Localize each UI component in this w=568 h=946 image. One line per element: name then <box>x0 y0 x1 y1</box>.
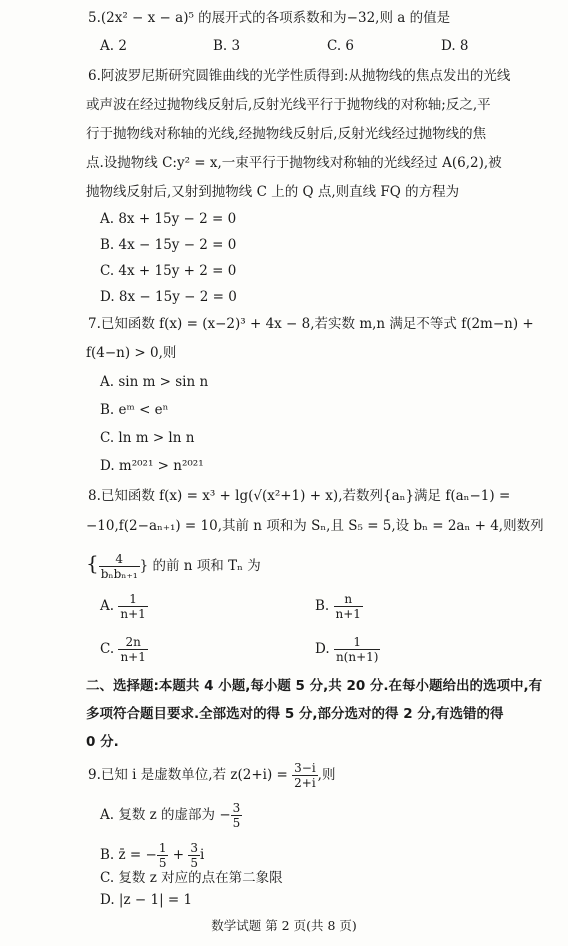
q8-option-d-letter: D. <box>315 641 330 657</box>
q9-option-b-den-1: 5 <box>158 856 167 870</box>
q8-option-d-fraction <box>334 635 381 664</box>
q9-option-b-num-1: 1 <box>158 841 167 855</box>
q6-line-2: 或声波在经过抛物线反射后,反射光线平行于抛物线的对称轴;反之,平 <box>86 97 491 113</box>
q6-option-d: D. 8x − 15y − 2 = 0 <box>100 289 237 305</box>
q9-stem <box>88 758 335 792</box>
q8-brace-open: { <box>86 551 99 575</box>
page-footer: 数学试题 第 2 页(共 8 页) <box>211 918 357 933</box>
q8-sequence-line <box>86 546 261 583</box>
q6-line-3: 行于抛物线对称轴的光线,经抛物线反射后,反射光线经过抛物线的焦 <box>86 126 487 142</box>
q8-option-b-letter: B. <box>315 598 330 614</box>
q7-option-a: A. sin m > sin n <box>100 374 209 390</box>
q8-option-b-den: n+1 <box>335 607 361 621</box>
q9-stem-den: 2+i <box>294 776 316 790</box>
q9-option-b-fraction-1 <box>157 841 169 870</box>
q9-option-a-text: A. 复数 z 的虚部为 − <box>100 807 231 823</box>
q8-option-c <box>100 631 148 667</box>
q8-line-2: −10,f(2−aₙ₊₁) = 10,其前 n 项和为 Sₙ,且 S₅ = 5,设 bₙ = 2aₙ + 4,则数列 <box>86 518 544 534</box>
q8-sequence-fraction <box>99 552 140 581</box>
q8-fraction-denominator: bₙbₙ₊₁ <box>100 567 138 581</box>
q8-option-b-num: n <box>334 592 363 607</box>
q5-option-b: B. 3 <box>213 38 241 54</box>
q6-line-4: 点.设抛物线 C:y² = x,一束平行于抛物线对称轴的光线经过 A(6,2),被 <box>86 155 502 171</box>
q8-fraction-numerator: 4 <box>99 552 140 567</box>
q6-option-a: A. 8x + 15y − 2 = 0 <box>100 211 237 227</box>
q8-option-c-den: n+1 <box>120 650 146 664</box>
q9-option-b-fraction-2 <box>188 841 200 870</box>
q7-option-d: D. m²⁰²¹ > n²⁰²¹ <box>100 458 204 474</box>
q8-option-d <box>315 631 380 667</box>
q8-option-c-letter: C. <box>100 641 115 657</box>
q9-option-a-fraction <box>231 801 243 830</box>
q9-option-b-den-2: 5 <box>190 856 199 870</box>
q6-option-c: C. 4x + 15y + 2 = 0 <box>100 263 237 279</box>
q9-option-d: D. |z − 1| = 1 <box>100 892 193 908</box>
q8-sequence-tail: } 的前 n 项和 Tₙ 为 <box>139 558 261 574</box>
q9-option-b-plus: + <box>168 847 189 863</box>
q5-option-a: A. 2 <box>100 38 127 54</box>
q5-option-c: C. 6 <box>327 38 355 54</box>
q9-option-a-num: 3 <box>232 801 241 815</box>
q8-line-1: 8.已知函数 f(x) = x³ + lg(√(x²+1) + x),若数列{aₙ}满足 f(aₙ−1) = <box>88 488 511 504</box>
q6-line-5: 抛物线反射后,又射到抛物线 C 上的 Q 点,则直线 FQ 的方程为 <box>86 184 460 200</box>
q6-line-1: 6.阿波罗尼斯研究圆锥曲线的光学性质得到:从抛物线的焦点发出的光线 <box>88 68 511 84</box>
section2-line-2: 多项符合题目要求.全部选对的得 5 分,部分选对的得 2 分,有选错的得 <box>86 706 504 722</box>
q9-option-b-i: i <box>200 847 205 863</box>
q9-stem-tail: ,则 <box>317 767 336 783</box>
q9-option-b-num-2: 3 <box>190 841 199 855</box>
q9-option-b <box>100 838 204 872</box>
q5-option-d: D. 8 <box>441 38 469 54</box>
q8-option-a-fraction <box>118 592 147 621</box>
section2-line-1: 二、选择题:本题共 4 小题,每小题 5 分,共 20 分.在每小题给出的选项中,有 <box>86 678 543 694</box>
q8-option-b-fraction <box>334 592 363 621</box>
q9-option-b-text: B. z̄ = − <box>100 847 157 863</box>
q8-option-c-fraction <box>118 635 147 664</box>
q9-stem-text: 9.已知 i 是虚数单位,若 z(2+i) = <box>88 767 288 783</box>
q8-option-c-num: 2n <box>118 635 147 650</box>
q5-stem: 5.(2x² − x − a)⁵ 的展开式的各项系数和为−32,则 a 的值是 <box>88 10 451 26</box>
q9-option-a <box>100 798 242 832</box>
q8-option-a <box>100 588 148 624</box>
q6-option-b: B. 4x − 15y − 2 = 0 <box>100 237 237 253</box>
q7-option-c: C. ln m > ln n <box>100 430 195 446</box>
section2-line-3: 0 分. <box>86 734 119 750</box>
q9-stem-num: 3−i <box>294 761 316 775</box>
q9-option-c: C. 复数 z 对应的点在第二象限 <box>100 870 283 886</box>
q8-option-d-den: n(n+1) <box>335 650 379 664</box>
q7-option-b: B. eᵐ < eⁿ <box>100 402 169 418</box>
q9-option-a-den: 5 <box>232 816 241 830</box>
q7-line-1: 7.已知函数 f(x) = (x−2)³ + 4x − 8,若实数 m,n 满足不等式 f(2m−n) + <box>88 316 534 332</box>
q7-line-2: f(4−n) > 0,则 <box>86 345 177 361</box>
q8-option-a-num: 1 <box>118 592 147 607</box>
q8-option-d-num: 1 <box>334 635 381 650</box>
q8-option-a-letter: A. <box>100 598 115 614</box>
q8-option-b <box>315 588 363 624</box>
q8-option-a-den: n+1 <box>120 607 146 621</box>
q9-stem-fraction <box>292 761 318 790</box>
